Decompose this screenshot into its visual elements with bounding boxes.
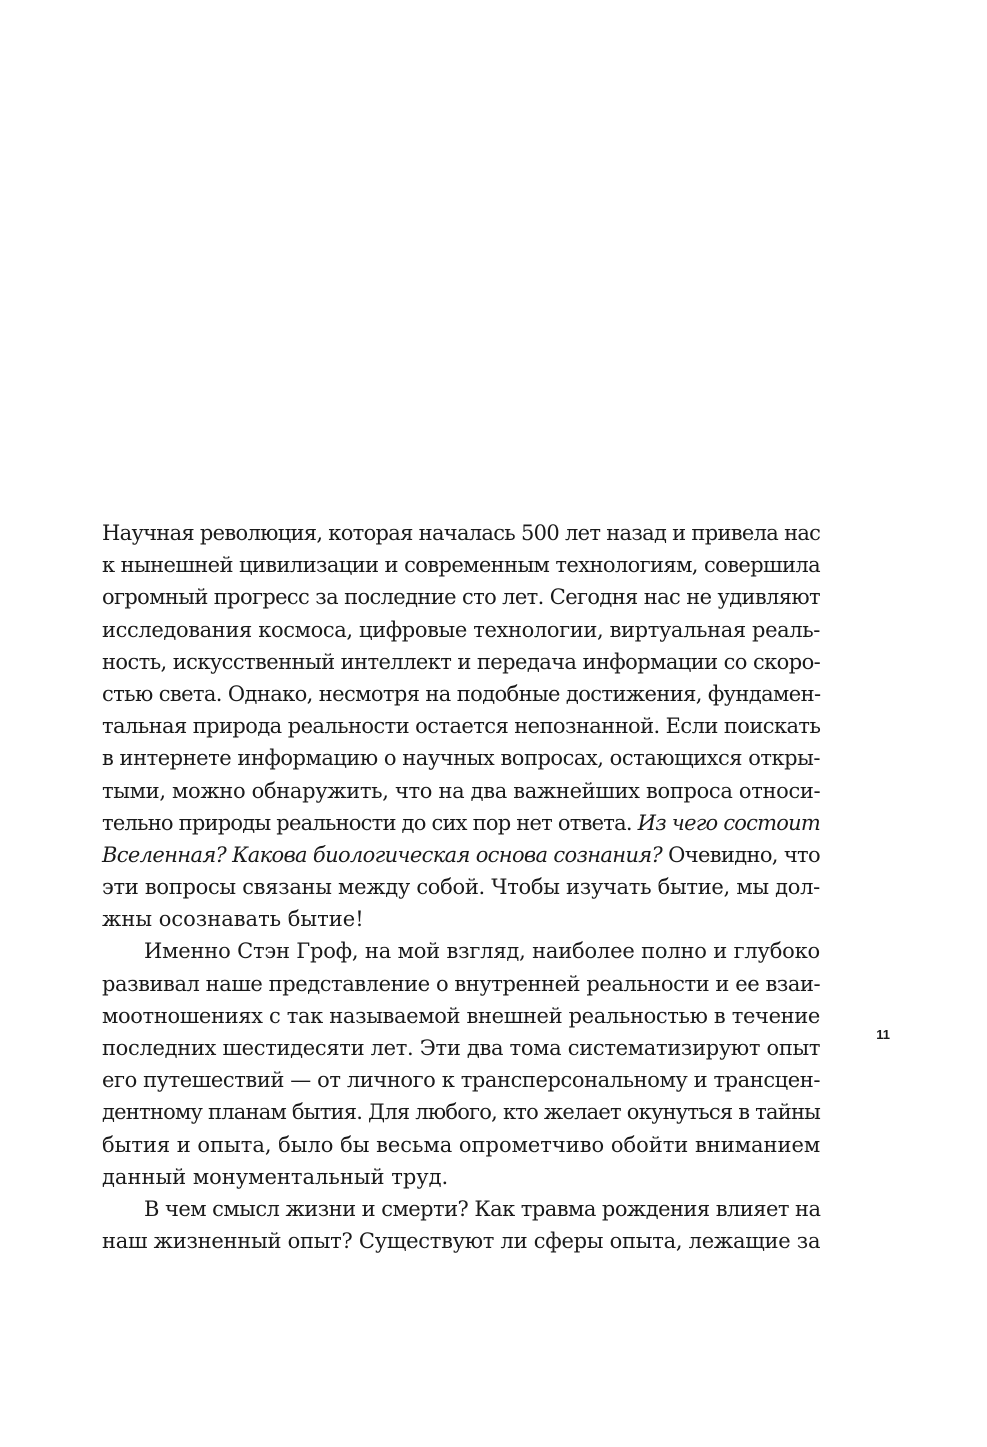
text-line: В чем смысл жизни и смерти? Как травма рождения влияет на	[144, 1196, 821, 1221]
text-line: бытия и опыта, было бы весьма опрометчиво обойти вниманием	[102, 1132, 821, 1157]
text-line: тельно природы реальности до сих пор нет ответа. Из чего состоит	[102, 810, 821, 835]
text-line: в интернете информацию о научных вопросах, остающихся откры-	[102, 746, 820, 771]
text-line: стью света. Однако, несмотря на подобные достижения, фундамен-	[102, 681, 821, 706]
page-number: 11	[876, 1027, 890, 1042]
paragraph-1	[102, 517, 820, 935]
text-line: моотношениях с так называемой внешней реальностью в течение	[102, 1003, 820, 1028]
text-line: наш жизненный опыт? Существуют ли сферы опыта, лежащие за	[102, 1229, 821, 1254]
text-line: его путешествий — от личного к трансперсональному и трансцен-	[102, 1068, 820, 1093]
text-line: ность, искусственный интеллект и передача информации со скоро-	[102, 649, 821, 674]
text-line: огромный прогресс за последние сто лет. Сегодня нас не удивляют	[102, 585, 820, 610]
text-line: Научная революция, которая началась 500 лет назад и привела нас	[102, 521, 821, 545]
paragraph-3	[102, 1193, 820, 1257]
text-line: Именно Стэн Гроф, на мой взгляд, наиболее полно и глубоко	[144, 939, 820, 964]
text-line: данный монументальный труд.	[102, 1164, 449, 1189]
text-line: дентному планам бытия. Для любого, кто желает окунуться в тайны	[102, 1100, 821, 1125]
italic-text: Из чего состоит	[637, 810, 821, 835]
text-line: развивал наше представление о внутренней реальности и ее взаи-	[102, 971, 821, 996]
text-line: Вселенная? Какова биологическая основа сознания? Очевидно, что	[102, 842, 820, 867]
body-text	[102, 517, 820, 1257]
text-line: к нынешней цивилизации и современным технологиям, совершила	[102, 553, 820, 578]
text-line: последних шестидесяти лет. Эти два тома систематизируют опыт	[102, 1036, 821, 1060]
text-line: жны осознавать бытие!	[102, 907, 364, 932]
italic-text: Вселенная? Какова биологическая основа сознания?	[102, 842, 663, 867]
paragraph-2	[102, 935, 820, 1193]
text-line: эти вопросы связаны между собой. Чтобы изучать бытие, мы дол-	[102, 875, 820, 900]
text-line: исследования космоса, цифровые технологии, виртуальная реаль-	[102, 617, 821, 642]
text-line: тальная природа реальности остается непознанной. Если поискать	[102, 714, 821, 739]
text-line: тыми, можно обнаружить, что на два важнейших вопроса относи-	[102, 778, 821, 803]
